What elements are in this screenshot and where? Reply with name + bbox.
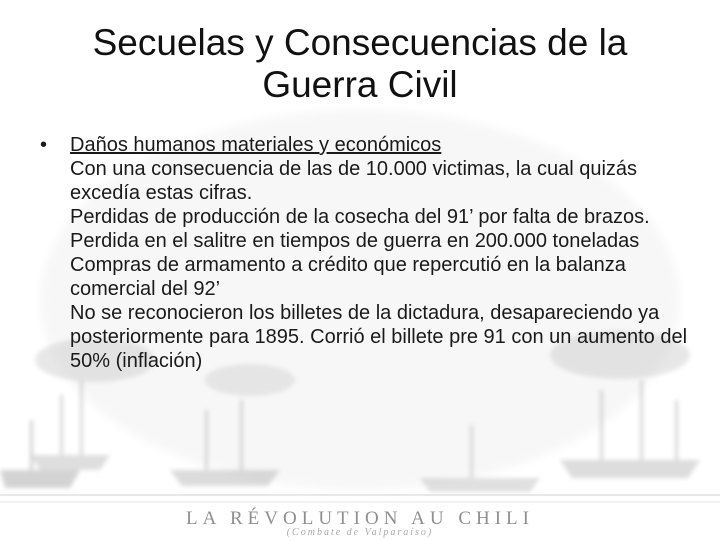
engraving-caption: LA RÉVOLUTION AU CHILI — [185, 508, 534, 529]
paragraph-banknotes: No se reconocieron los billetes de la dictadura, desapareciendo ya posteriormente para 1895. Corrió el billete pre 91 con un aumento del 50% (inflación) — [70, 302, 688, 372]
engraving-subcaption: (Combate de Valparaíso) — [286, 527, 434, 538]
slide-title — [40, 22, 680, 106]
paragraph-saltpeter: Perdida en el salitre en tiempos de guerra en 200.000 toneladas — [70, 230, 640, 252]
paragraph-armament: Compras de armamento a crédito que repercutió en la balanza comercial del 92’ — [70, 254, 626, 300]
bullet-icon: • — [40, 134, 48, 156]
bullet-heading: Daños humanos materiales y económicos — [70, 134, 442, 156]
title-line-2: Guerra Civil — [262, 64, 458, 105]
slide-body — [40, 133, 690, 373]
title-line-1: Secuelas y Consecuencias de la — [92, 22, 628, 63]
bullet-item — [40, 133, 690, 157]
paragraph-harvest: Perdidas de producción de la cosecha del 91’ por falta de brazos. — [70, 206, 650, 228]
water-lines — [0, 495, 720, 502]
paragraph-victims: Con una consecuencia de las de 10.000 victimas, la cual quizás excedía estas cifras. — [70, 158, 638, 204]
